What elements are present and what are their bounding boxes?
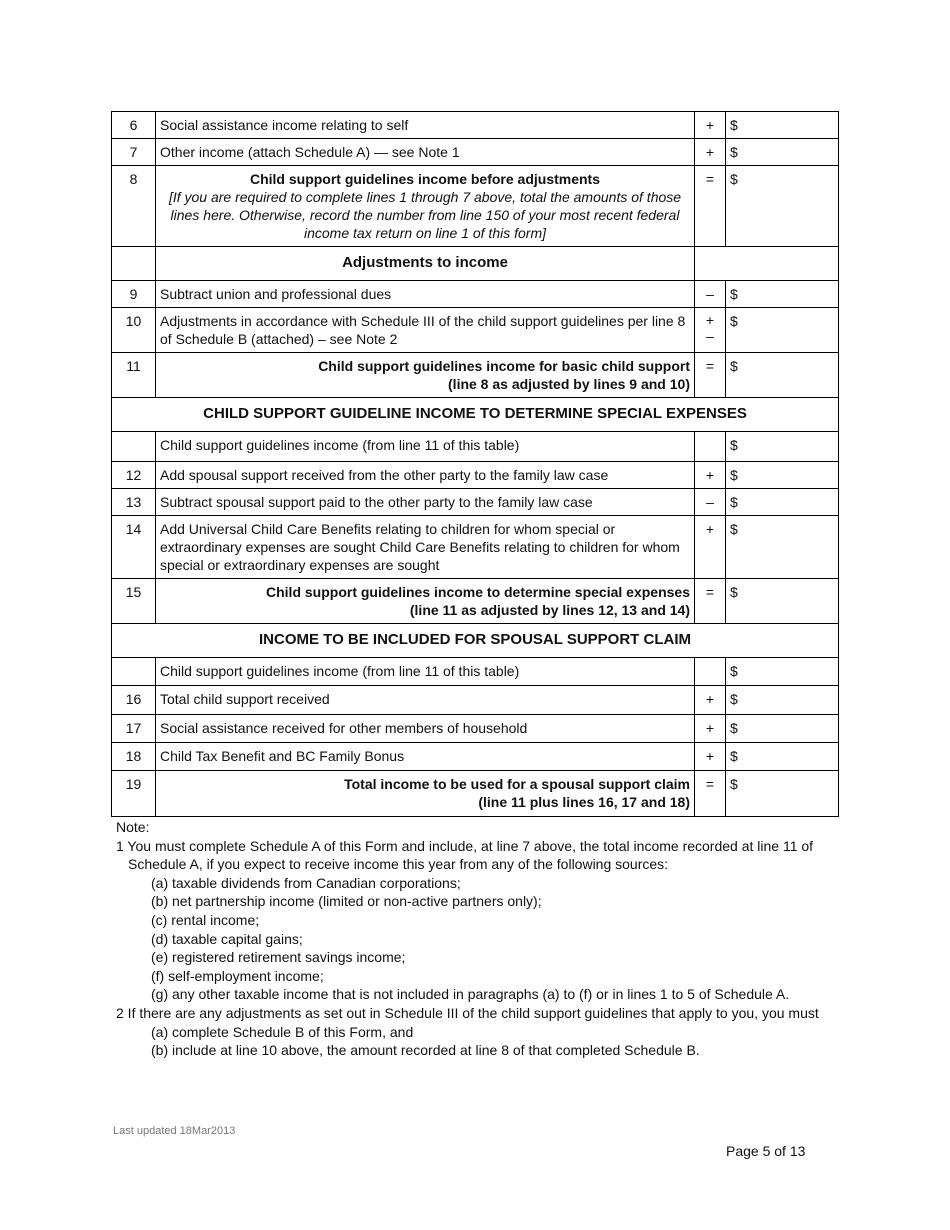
note-1-item: (a) taxable dividends from Canadian corporations;	[151, 874, 461, 891]
line-11-title: Child support guidelines income for basic child support	[318, 358, 690, 374]
table-row-12	[112, 462, 839, 489]
note-1-item: (d) taxable capital gains;	[151, 930, 303, 947]
line-number: 17	[112, 715, 156, 743]
table-row-14	[112, 516, 839, 579]
line-description: Social assistance income relating to self	[156, 112, 695, 139]
line-number: 9	[112, 281, 156, 308]
table-row-11	[112, 353, 839, 398]
line-number: 19	[112, 771, 156, 817]
table-row-special-base	[112, 432, 839, 462]
line-description: Child Tax Benefit and BC Family Bonus	[156, 743, 695, 771]
table-row-18	[112, 743, 839, 771]
line-19-subtitle: (line 11 plus lines 16, 17 and 18)	[478, 794, 690, 810]
amount-field-special-base[interactable]: $	[726, 432, 839, 462]
line-19-title: Total income to be used for a spousal support claim	[344, 776, 690, 792]
amount-field-line-17[interactable]: $	[726, 715, 839, 743]
line-number: 12	[112, 462, 156, 489]
line-description: Subtract spousal support paid to the other party to the family law case	[156, 489, 695, 516]
amount-field-line-10[interactable]: $	[726, 308, 839, 353]
amount-field-line-16[interactable]: $	[726, 686, 839, 715]
amount-field-line-15[interactable]: $	[726, 579, 839, 624]
table-row-16	[112, 686, 839, 715]
line-description: Add spousal support received from the other party to the family law case	[156, 462, 695, 489]
amount-field-line-14[interactable]: $	[726, 516, 839, 579]
page-number: Page 5 of 13	[726, 1143, 806, 1159]
amount-field-line-8[interactable]: $	[726, 166, 839, 247]
line-number: 8	[112, 166, 156, 247]
amount-field-line-9[interactable]: $	[726, 281, 839, 308]
table-row-10	[112, 308, 839, 353]
line-number: 14	[112, 516, 156, 579]
line-8-instruction: [If you are required to complete lines 1 through 7 above, total the amounts of those lines here. Otherwise, record the number from line 150 of your most recent federal income tax return on line 1 of this form]	[168, 189, 682, 241]
note-1: 1 You must complete Schedule A of this Form and include, at line 7 above, the total income recorded at line 11 of Schedule A, if you expect to receive income this year from any of the following sources:	[116, 837, 814, 873]
line-15-subtitle: (line 11 as adjusted by lines 12, 13 and 14)	[409, 602, 690, 618]
note-2-item: (a) complete Schedule B of this Form, and	[151, 1023, 414, 1040]
table-row-7	[112, 139, 839, 166]
line-number: 13	[112, 489, 156, 516]
operator: +	[695, 516, 726, 579]
amount-field-line-6[interactable]: $	[726, 112, 839, 139]
spousal-support-heading-row	[112, 624, 839, 658]
notes-section	[116, 818, 836, 1060]
adjustments-heading-row	[112, 247, 839, 281]
amount-field-line-13[interactable]: $	[726, 489, 839, 516]
note-1-item: (c) rental income;	[151, 911, 260, 928]
line-number: 18	[112, 743, 156, 771]
note-1-item: (g) any other taxable income that is not included in paragraphs (a) to (f) or in lines 1 to 5 of Schedule A.	[151, 986, 790, 1003]
line-description: Add Universal Child Care Benefits relating to children for whom special or extraordinary expenses are sought Child Care Benefits relating to children for whom special or extraordinary expenses are sought	[156, 516, 695, 579]
minus-sign: –	[706, 328, 714, 344]
line-description	[156, 771, 695, 817]
section-heading: INCOME TO BE INCLUDED FOR SPOUSAL SUPPORT CLAIM	[112, 624, 839, 658]
operator: +	[695, 462, 726, 489]
amount-field-spousal-base[interactable]: $	[726, 658, 839, 686]
amount-field-line-19[interactable]: $	[726, 771, 839, 817]
line-description: Child support guidelines income (from line 11 of this table)	[156, 432, 695, 462]
amount-field-line-11[interactable]: $	[726, 353, 839, 398]
table-row-17	[112, 715, 839, 743]
amount-field-line-7[interactable]: $	[726, 139, 839, 166]
special-expenses-heading-row	[112, 398, 839, 432]
amount-field-line-12[interactable]: $	[726, 462, 839, 489]
table-row-6	[112, 112, 839, 139]
line-description: Subtract union and professional dues	[156, 281, 695, 308]
line-15-title: Child support guidelines income to determine special expenses	[266, 584, 690, 600]
line-description: Adjustments in accordance with Schedule III of the child support guidelines per line 8 of Schedule B (attached) – see Note 2	[156, 308, 695, 353]
operator: +	[695, 112, 726, 139]
table-row-spousal-base	[112, 658, 839, 686]
note-1-item: (b) net partnership income (limited or non-active partners only);	[151, 893, 542, 910]
operator: –	[695, 489, 726, 516]
line-description: Social assistance received for other members of household	[156, 715, 695, 743]
operator: =	[695, 166, 726, 247]
section-heading: CHILD SUPPORT GUIDELINE INCOME TO DETERMINE SPECIAL EXPENSES	[112, 398, 839, 432]
last-updated: Last updated 18Mar2013	[113, 1125, 236, 1137]
plus-sign: +	[705, 312, 715, 328]
line-description	[156, 166, 695, 247]
line-8-title: Child support guidelines income before adjustments	[249, 171, 601, 187]
operator: +	[695, 686, 726, 715]
operator: +	[695, 743, 726, 771]
operator: =	[695, 771, 726, 817]
note-1-item: (e) registered retirement savings income;	[151, 949, 406, 966]
line-11-subtitle: (line 8 as adjusted by lines 9 and 10)	[448, 376, 690, 392]
line-description	[156, 353, 695, 398]
line-number: 6	[112, 112, 156, 139]
operator: –	[695, 281, 726, 308]
operator: +	[695, 139, 726, 166]
operator: =	[695, 353, 726, 398]
table-row-19	[112, 771, 839, 817]
line-number: 10	[112, 308, 156, 353]
line-description: Child support guidelines income (from line 11 of this table)	[156, 658, 695, 686]
operator: =	[695, 579, 726, 624]
operator: +	[695, 715, 726, 743]
table-row-15	[112, 579, 839, 624]
note-2: 2 If there are any adjustments as set out in Schedule III of the child support guidelines that apply to you, you must	[116, 1004, 819, 1021]
table-row-9	[112, 281, 839, 308]
line-description	[156, 579, 695, 624]
line-number: 15	[112, 579, 156, 624]
line-number: 16	[112, 686, 156, 715]
table-row-8	[112, 166, 839, 247]
income-table	[111, 111, 839, 817]
table-row-13	[112, 489, 839, 516]
amount-field-line-18[interactable]: $	[726, 743, 839, 771]
line-description: Other income (attach Schedule A) — see Note 1	[156, 139, 695, 166]
operator	[695, 308, 726, 353]
note-2-item: (b) include at line 10 above, the amount recorded at line 8 of that completed Schedule B.	[151, 1042, 700, 1059]
notes-heading: Note:	[116, 819, 150, 835]
section-heading: Adjustments to income	[156, 247, 695, 281]
line-number: 7	[112, 139, 156, 166]
line-description: Total child support received	[156, 686, 695, 715]
note-1-item: (f) self-employment income;	[151, 967, 324, 984]
line-number: 11	[112, 353, 156, 398]
